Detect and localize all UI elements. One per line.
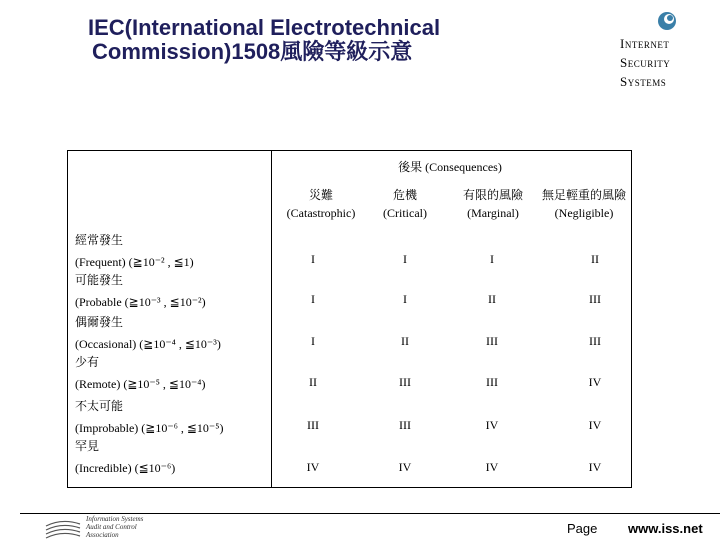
table-cell: III [307,418,319,432]
col-zh: 災難 [308,188,333,202]
col-zh: 無足輕重的風險 [541,188,626,202]
row-en: (Remote) (≧10⁻⁵ , ≦10⁻⁴) [75,377,206,391]
row-en: (Frequent) (≧10⁻² , ≦1) [75,255,194,269]
table-cell: II [309,375,317,389]
col-header-marginal [448,186,538,222]
col-zh: 危機 [392,188,417,202]
logo-line-1: Internet [620,36,670,51]
table-cell: III [589,334,601,348]
table-cell: II [591,252,599,266]
slide-title [88,16,440,64]
col-header-negligible [534,186,634,222]
row-label-remote [75,352,205,394]
table-cell: I [490,252,494,266]
consequences-header: 後果 (Consequences) [398,160,502,174]
isaca-mark-icon [40,512,210,540]
table-cell: III [486,375,498,389]
row-label-improbable [75,396,223,438]
table-cell: I [311,252,315,266]
site-url: www.iss.net [628,521,703,536]
table-cell: III [486,334,498,348]
logo-line-3: Systems [620,74,667,89]
title-line-1: IEC(International Electrotechnical [88,15,441,40]
iss-logo [620,10,710,100]
row-en: (Improbable) (≧10⁻⁶ , ≦10⁻⁵) [75,421,224,435]
col-header-catastrophic [276,186,366,222]
table-cell: III [589,292,601,306]
row-label-incredible [75,436,175,478]
risk-table-divider [271,150,272,488]
isaca-line-3: Association [86,531,119,539]
row-en: (Probable (≧10⁻³ , ≦10⁻²) [75,295,206,309]
isaca-line-1: Information Systems [86,515,144,523]
table-cell: I [311,334,315,348]
title-line-2: Commission)1508風險等級示意 [92,39,413,64]
row-zh: 不太可能 [75,399,124,413]
table-cell: IV [306,460,320,474]
row-en: (Occasional) (≧10⁻⁴ , ≦10⁻³) [75,337,221,351]
row-label-occasional [75,312,221,354]
isaca-logo [40,512,210,540]
table-cell: II [488,292,496,306]
row-zh: 罕見 [75,439,100,453]
iss-swirl-icon [620,10,710,34]
row-en: (Incredible) (≦10⁻⁶) [75,461,176,475]
row-label-probable [75,270,206,312]
table-cell: III [399,375,411,389]
svg-text:Information Systems Audi [85,515,145,539]
col-en: (Catastrophic) [286,206,356,220]
table-cell: IV [588,418,602,432]
col-zh: 有限的風險 [462,188,523,202]
table-cell: IV [485,460,499,474]
table-cell: III [399,418,411,432]
row-zh: 少有 [75,355,100,369]
table-cell: IV [398,460,412,474]
table-cell: I [311,292,315,306]
isaca-line-2: Audit and Control [86,523,137,531]
logo-line-2: Security [620,55,671,70]
table-cell: IV [485,418,499,432]
col-en: (Critical) [383,206,427,220]
page-label: Page [567,521,598,536]
table-cell: IV [588,375,602,389]
col-header-critical [370,186,440,222]
row-zh: 偶爾發生 [75,315,124,329]
col-en: (Negligible) [554,206,614,220]
table-cell: I [403,292,407,306]
row-zh: 經常發生 [75,233,124,247]
table-cell: IV [588,460,602,474]
row-zh: 可能發生 [75,273,124,287]
table-cell: I [403,252,407,266]
col-en: (Marginal) [467,206,519,220]
table-cell: II [401,334,409,348]
row-label-frequent [75,230,194,272]
